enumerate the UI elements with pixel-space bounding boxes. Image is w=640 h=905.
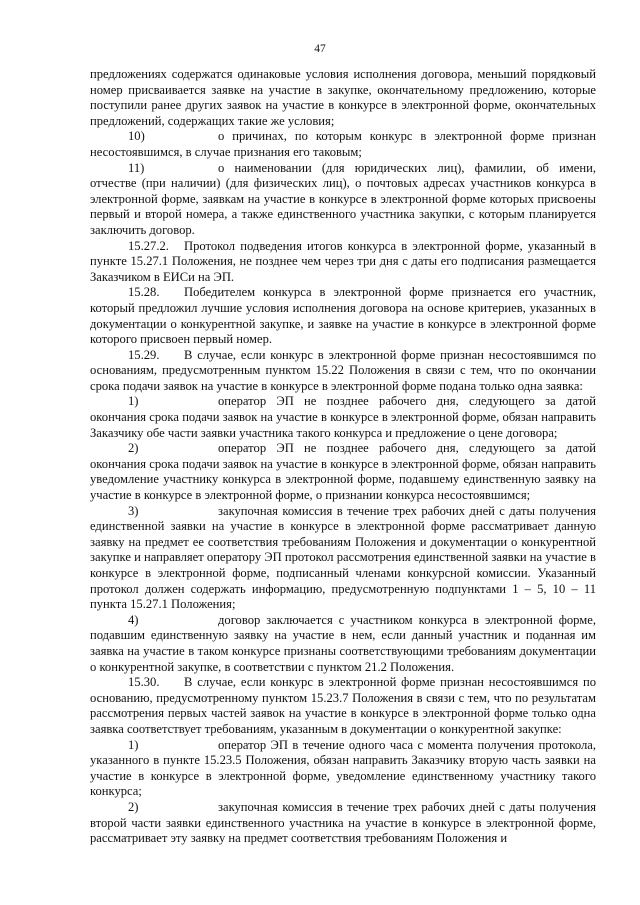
clause-15-30-item-2: 2) закупочная комиссия в течение трех рабочих дней с даты получения второй части заявки единственного участника на участие в конкурсе в электронной форме, рассматривает эту заявку на предмет соответствия требованиям Положения и (90, 799, 596, 846)
clause-15-27-2: 15.27.2. Протокол подведения итогов конкурса в электронной форме, указанный в пункте 15.27.1 Положения, не позднее чем через три дня с даты его подписания размещается Заказчиком в ЕИСи на ЭП. (90, 238, 596, 284)
paragraph-continuation: предложениях содержатся одинаковые условия исполнения договора, меньший порядковый номер присваивается заявке на участие в закупке, окончательному предложению, которые поступили ранее других заявок на участие в конкурсе в электронной форме, окончательных предложений, содержащих такие же условия; (90, 67, 596, 128)
list-item-10: 10) о причинах, по которым конкурс в электронной форме признан несостоявшимся, в случае признания его таковым; (90, 129, 596, 159)
clause-15-28: 15.28. Победителем конкурса в электронной форме признается его участник, который предложил лучшие условия исполнения договора на основе критериев, указанных в документации о конкурентной закупке, и заявке на участие в конкурсе в электронной форме которого присвоен первый номер. (90, 285, 596, 347)
clause-15-29-item-1: 1) оператор ЭП не позднее рабочего дня, следующего за датой окончания срока подачи заявок на участие в конкурсе в электронной форме, обязан направить Заказчику обе части заявки участника такого конкурса и предложение о цене договора; (90, 394, 596, 440)
list-item-11: 11) о наименовании (для юридических лиц), фамилии, об имени, отчестве (при наличии) (для физических лиц), о почтовых адресах участников конкурса в электронной форме, заявкам на участие в конкурсе в электронной форме которых присвоены первый и второй номера, а также единственного участника закупки, с которым планируется заключить договор. (90, 160, 596, 237)
clause-15-29-item-4: 4) договор заключается с участником конкурса в электронной форме, подавшим единственную заявку на участие в нем, если данный участник и поданная им заявка на участие в таком конкурсе признаны соответствующими требованиям документации о конкурентной закупке, в соответствии с пунктом 21.2 Положения. (90, 612, 596, 674)
clause-15-29: 15.29. В случае, если конкурс в электронной форме признан несостоявшимся по основаниям, предусмотренным пунктом 15.22 Положения в связи с тем, что по окончании срока подачи заявок на участие в конкурсе в электронной форме подана только одна заявка: (90, 347, 596, 393)
clause-15-30-item-1: 1) оператор ЭП в течение одного часа с момента получения протокола, указанного в пункте 15.23.5 Положения, обязан направить Заказчику вторую часть заявки на участие в конкурсе в электронной форме, уведомление единственному участнику такого конкурса; (90, 737, 596, 799)
clause-15-29-item-3: 3) закупочная комиссия в течение трех рабочих дней с даты получения единственной заявки на участие в конкурсе в электронной форме рассматривает данную заявку на предмет ее соответствия требованиям Положения и документации о конкурентной закупке и направляет оператору ЭП протокол рассмотрения единственной заявки на участие в конкурсе в электронной форме, подписанный членами конкурсной комиссии. Указанный протокол должен содержать информацию, предусмотренную подпунктами 1 – 5, 10 – 11 пункта 15.27.1 Положения; (90, 503, 596, 612)
page-body (90, 67, 596, 847)
clause-15-30: 15.30. В случае, если конкурс в электронной форме признан несостоявшимся по основанию, предусмотренному пунктом 15.23.7 Положения в связи с тем, что по результатам рассмотрения первых частей заявок на участие в конкурсе в электронной форме только одна заявка соответствует требованиям, указанным в документации о конкурентной закупке: (90, 675, 596, 736)
page-number: 47 (314, 43, 326, 55)
clause-15-29-item-2: 2) оператор ЭП не позднее рабочего дня, следующего за датой окончания срока подачи заявок на участие в конкурсе в электронной форме, обязан направить уведомление участнику конкурса в электронной форме, подавшему единственную заявку на участие в конкурсе в электронной форме, о признании конкурса несостоявшимся; (90, 441, 596, 503)
